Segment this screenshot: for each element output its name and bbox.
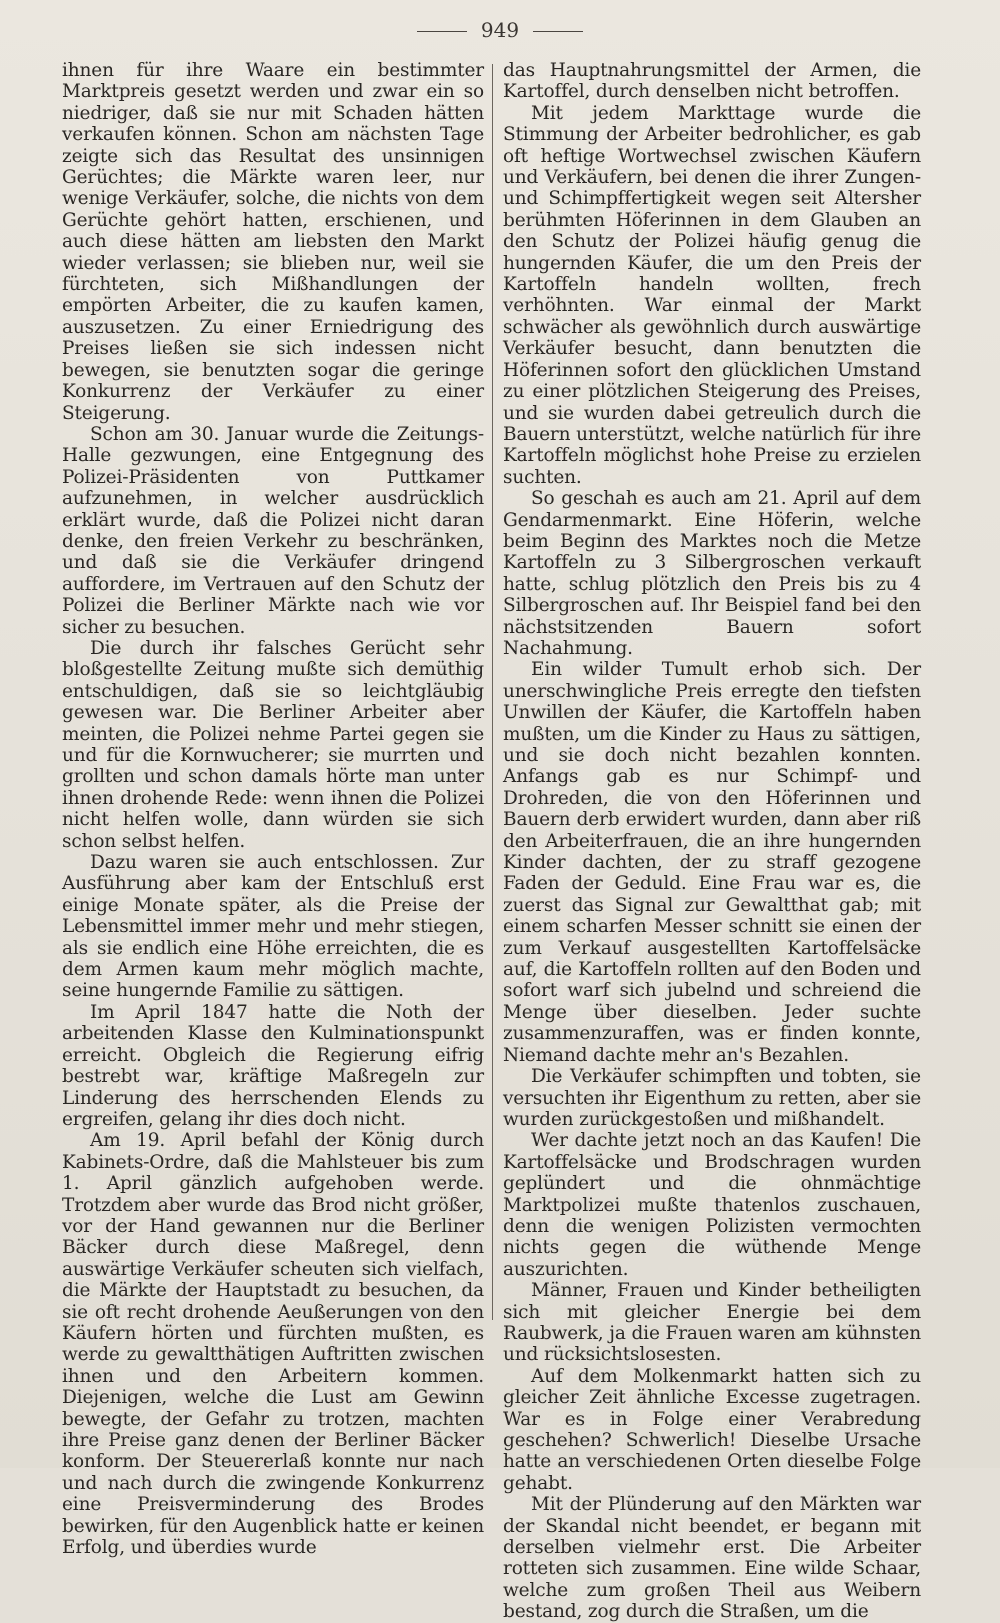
right-paragraph-9: Mit der Plünderung auf den Märkten war der Skandal nicht beendet, er begann mit derselben vielmehr erst. Die Arbeiter rotteten sich zusammen. Eine wilde Schaar, welche zum großen Theil aus Weibern bestand, zog durch die Straßen, um die bbox=[503, 1494, 921, 1623]
header-rule-right bbox=[533, 31, 583, 32]
left-paragraph-3: Die durch ihr falsches Gerücht sehr bloßgestellte Zeitung mußte sich demüthig entschuldigen, daß sie so leichtgläubig gewesen war. Die Berliner Arbeiter aber meinten, die Polizei nehme Partei gegen sie und für die Kornwucherer; sie murrten und grollten und schon damals hörte man unter ihnen drohende Rede: wenn ihnen die Polizei nicht helfen wolle, dann würden sie sich schon selbst helfen. bbox=[62, 637, 484, 852]
right-paragraph-1: das Hauptnahrungsmittel der Armen, die Kartoffel, durch denselben nicht betroffen. bbox=[503, 60, 921, 103]
right-paragraph-6: Wer dachte jetzt noch an das Kaufen! Die Kartoffelsäcke und Brodschragen wurden geplündert und die ohnmächtige Marktpolizei mußte thatenlos zuschauen, denn die wenigen Polizisten vermochten nichts gegen die wüthende Menge auszurichten. bbox=[503, 1130, 921, 1280]
left-paragraph-6: Am 19. April befahl der König durch Kabinets-Ordre, daß die Mahlsteuer bis zum 1. April gänzlich aufgehoben werde. Trotzdem aber wurde das Brod nicht größer, vor der Hand gewannen nur die Berliner Bäcker durch diese Maßregel, denn auswärtige Verkäufer scheuten sich vielfach, die Märkte der Hauptstadt zu besuchen, da sie oft recht drohende Aeußerungen von den Käufern hörten und fürchten mußten, es werde zu gewaltthätigen Auftritten zwischen ihnen und den Arbeitern kommen. Diejenigen, welche die Lust am Gewinn bewegte, der Gefahr zu trotzen, machten ihre Preise ganz denen der Berliner Bäcker konform. Der Steuererlaß konnte nur nach und nach durch die zwingende Konkurrenz eine Preisverminderung des Brodes bewirken, für den Augenblick hatte er keinen Erfolg, und überdies wurde bbox=[62, 1130, 484, 1559]
right-paragraph-3: So geschah es auch am 21. April auf dem Gendarmenmarkt. Eine Höferin, welche beim Beginn des Marktes noch die Metze Kartoffeln zu 3 Silbergroschen verkauft hatte, schlug plötzlich den Preis bis zu 4 Silbergroschen auf. Ihr Beispiel fand bei den nächstsitzenden Bauern sofort Nachahmung. bbox=[503, 488, 921, 659]
right-paragraph-8: Auf dem Molkenmarkt hatten sich zu gleicher Zeit ähnliche Excesse zugetragen. War es in Folge einer Verabredung geschehen? Schwerlich! Dieselbe Ursache hatte an verschiedenen Orten dieselbe Folge gehabt. bbox=[503, 1365, 921, 1494]
page-number: 949 bbox=[480, 18, 520, 42]
right-paragraph-2: Mit jedem Markttage wurde die Stimmung der Arbeiter bedrohlicher, es gab oft heftige Wortwechsel zwischen Käufern und Verkäufern, bei denen die ihrer Zungen- und Schimpffertigkeit wegen seit Altersher berühmten Höferinnen in dem Glauben an den Schutz der Polizei häufig genug die hungernden Käufer, die um den Preis der Kartoffeln handeln wollten, frech verhöhnten. War einmal der Markt schwächer als gewöhnlich durch auswärtige Verkäufer besucht, dann benutzten die Höferinnen sofort den glücklichen Umstand zu einer plötzlichen Steigerung des Preises, und sie wurden dabei getreulich durch die Bauern unterstützt, welche natürlich für ihre Kartoffeln möglichst hohe Preise zu erzielen suchten. bbox=[503, 102, 921, 488]
column-divider bbox=[492, 64, 493, 1320]
right-column bbox=[503, 60, 921, 1623]
left-paragraph-2: Schon am 30. Januar wurde die Zeitungs-Halle gezwungen, eine Entgegnung des Polizei-Präsidenten von Puttkamer aufzunehmen, in welcher ausdrücklich erklärt wurde, daß die Polizei nicht daran denke, den freien Verkehr zu beschränken, und daß sie die Verkäufer dringend auffordere, im Vertrauen auf den Schutz der Polizei die Berliner Märkte nach wie vor sicher zu besuchen. bbox=[62, 423, 484, 638]
left-paragraph-4: Dazu waren sie auch entschlossen. Zur Ausführung aber kam der Entschluß erst einige Monate später, als die Preise der Lebensmittel immer mehr und mehr stiegen, als sie endlich eine Höhe erreichten, die es dem Armen kaum mehr möglich machte, seine hungernde Familie zu sättigen. bbox=[62, 852, 484, 1002]
left-paragraph-5: Im April 1847 hatte die Noth der arbeitenden Klasse den Kulminationspunkt erreicht. Obgleich die Regierung eifrig bestrebt war, kräftige Maßregeln zur Linderung des herrschenden Elends zu ergreifen, gelang ihr dies doch nicht. bbox=[62, 1001, 484, 1130]
page-header bbox=[0, 18, 1000, 42]
header-rule-left bbox=[417, 31, 467, 32]
left-paragraph-1: ihnen für ihre Waare ein bestimmter Marktpreis gesetzt werden und zwar ein so niedriger, daß sie nur mit Schaden hätten verkaufen können. Schon am nächsten Tage zeigte sich das Resultat des unsinnigen Gerüchtes; die Märkte waren leer, nur wenige Verkäufer, solche, die nichts von dem Gerüchte gehört hatten, erschienen, und auch diese hätten am liebsten den Markt wieder verlassen; sie blieben nur, weil sie fürchteten, sich Mißhandlungen der empörten Arbeiter, die zu kaufen kamen, auszusetzen. Zu einer Erniedrigung des Preises ließen sie sich indessen nicht bewegen, sie benutzten sogar die geringe Konkurrenz der Verkäufer zu einer Steigerung. bbox=[62, 60, 484, 424]
right-paragraph-4: Ein wilder Tumult erhob sich. Der unerschwingliche Preis erregte den tiefsten Unwillen der Käufer, die Kartoffeln haben mußten, um die Kinder zu Haus zu sättigen, und sie doch nicht bezahlen konnten. Anfangs gab es nur Schimpf- und Drohreden, die von den Höferinnen und Bauern derb erwidert wurden, dann aber riß den Arbeiterfrauen, die an ihre hungernden Kinder dachten, der zu straff gezogene Faden der Geduld. Eine Frau war es, die zuerst das Signal zur Gewaltthat gab; mit einem scharfen Messer schnitt sie einen der zum Verkauf ausgestellten Kartoffelsäcke auf, die Kartoffeln rollten auf den Boden und sofort warf sich jubelnd und schreiend die Menge über dieselben. Jeder suchte zusammenzuraffen, was er finden konnte, Niemand dachte mehr an's Bezahlen. bbox=[503, 659, 921, 1066]
left-column bbox=[62, 60, 484, 1558]
right-paragraph-7: Männer, Frauen und Kinder betheiligten sich mit gleicher Energie bei dem Raubwerk, ja die Frauen waren am kühnsten und rücksichtslosesten. bbox=[503, 1280, 921, 1366]
right-paragraph-5: Die Verkäufer schimpften und tobten, sie versuchten ihr Eigenthum zu retten, aber sie wurden zurückgestoßen und mißhandelt. bbox=[503, 1066, 921, 1130]
